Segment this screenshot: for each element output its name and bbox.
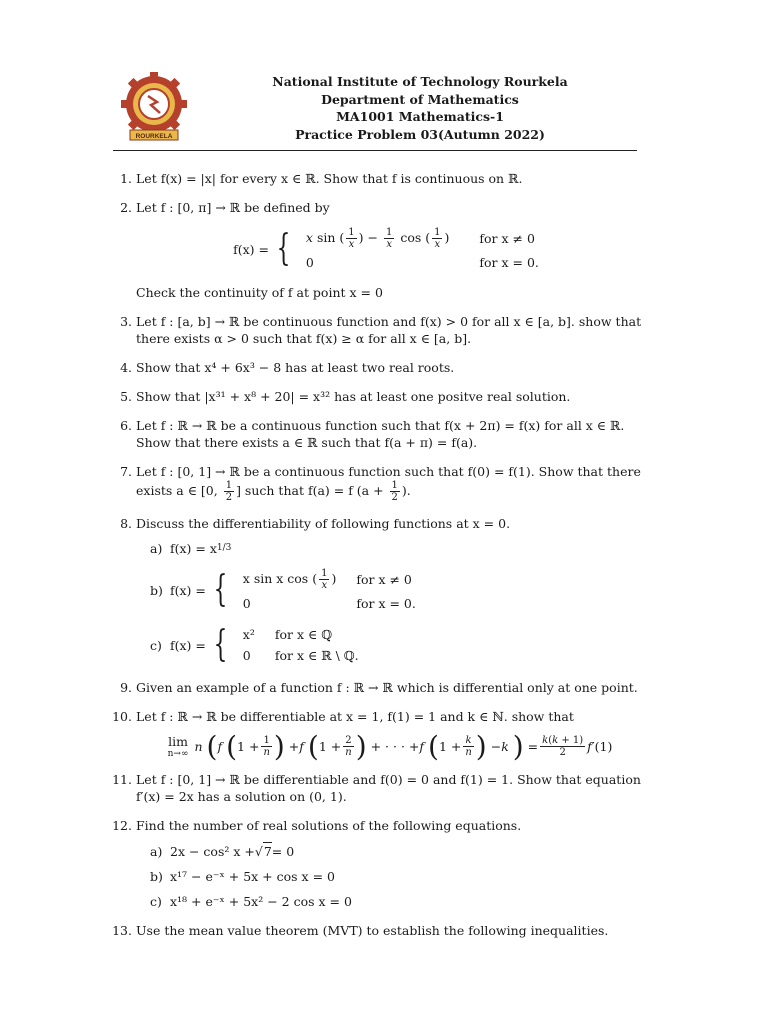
problem-6: 6. Let f : ℝ → ℝ be a continuous function such that f(x + 2π) = f(x) for all x ∈ ℝ. Show that there exists a ∈ ℝ such that f(a + π) = f(a). [120,418,625,450]
problem-12c: c) x¹⁸ + e⁻ˣ + 5x² − 2 cos x = 0 [150,894,352,909]
problem-2: 2. Let f : [0, π] → ℝ be defined by f(x) = { x sin ( $\frac{1}{x}$ ) − $\frac{1}{x}$ cos ( $\frac{1}{x}$ ) for x ≠ 0 0 for x = 0. Check the continuity of f at point x = 0 [108,199,644,301]
problem-12a: a) 2x − cos² x + √ 7 = 0 [150,843,295,859]
svg-text:ROURKELA: ROURKELA [135,133,173,140]
limit-identity: lim n→∞ n ( f ( 1 + $\frac{1}{n}$ ) + f ( 1 + $\frac{2}{n}$ ) + · · · + f ( 1 + $\frac{k}{n}$ ) − k ) = $\frac{k(k + 1)}{2}$ f ′(1) [167,729,613,763]
course-name: MA1001 Mathematics-1 [336,109,504,124]
problem-4: 4. Show that x⁴ + 6x³ − 8 has at least two real roots. [120,360,455,375]
problem-5: 5. Show that |x³¹ + x⁸ + 20| = x³² has at least one positve real solution. [120,389,571,404]
header-rule [113,150,637,151]
problem-12b: b) x¹⁷ − e⁻ˣ + 5x + cos x = 0 [150,869,335,884]
problem-9: 9. Given an example of a function f : ℝ → ℝ which is differential only at one point. [120,680,638,695]
institute-logo [120,72,188,142]
problem-set-title: Practice Problem 03(Autumn 2022) [295,126,545,142]
problem-7: 7. Let f : [0, 1] → ℝ be a continuous function such that f(0) = f(1). Show that there exists a ∈ [0, $\frac{1}{2}$ ] such that f(a) = f (a + $\frac{1}{2}$ ). [120,464,641,503]
problem-8a: a) f(x) = x 1/3 [150,541,232,556]
problem-8: 8. Discuss the differentiability of following functions at x = 0. a) f(x) = x 1/3 b) f(x) = { x sin x cos ( $\frac{1}{x}$ ) for x ≠ 0 0 for x = 0. c) f(x) = { x² for x ∈ ℚ 0 for x ∈ ℝ \ ℚ. [108,515,644,667]
problem-12: 12. Find the number of real solutions of the following equations. a) 2x − cos² x + √ 7 = 0 b) x¹⁷ − e⁻ˣ + 5x + cos x = 0 c) x¹⁸ + e⁻ˣ + 5x² − 2 cos x = 0 [108,817,644,910]
problem-13: 13. Use the mean value theorem (MVT) to establish the following inequalities. [112,923,609,938]
problem-10: 10. Let f : ℝ → ℝ be differentiable at x = 1, f(1) = 1 and k ∈ ℕ. show that lim n→∞ n ( f ( 1 + $\frac{1}{n}$ ) + f ( 1 + $\frac{2}{n}$ ) + · · · + f ( 1 + $\frac{k}{n}$ ) − k ) = $\frac{k(k + 1)}{2}$ f ′(1) [108,708,644,759]
problem-8b: b) f(x) = { x sin x cos ( $\frac{1}{x}$ ) for x ≠ 0 0 for x = 0. [150,568,416,611]
problem-1: 1. Let f(x) = |x| for every x ∈ ℝ. Show that f is continuous on ℝ. [120,171,523,186]
piecewise-definition: f(x) = { x sin ( $\frac{1}{x}$ ) − $\frac{1}{x}$ cos ( $\frac{1}{x}$ ) for x ≠ 0 0 for x = 0. [233,227,539,270]
problem-8c: c) f(x) = { x² for x ∈ ℚ 0 for x ∈ ℝ \ ℚ. [150,624,359,665]
department-name: Department of Mathematics [321,91,519,107]
problem-3: 3. Let f : [a, b] → ℝ be continuous function and f(x) > 0 for all x ∈ [a, b]. show that there exists α > 0 such that f(x) ≥ α for all x ∈ [a, b]. [120,314,642,346]
document-header [200,73,640,143]
institute-name: National Institute of Technology Rourkela [272,74,568,89]
problem-11: 11. Let f : [0, 1] → ℝ be differentiable and f(0) = 0 and f(1) = 1. Show that equation f′(x) = 2x has a solution on (0, 1). [112,772,641,804]
problem-list [108,170,644,951]
